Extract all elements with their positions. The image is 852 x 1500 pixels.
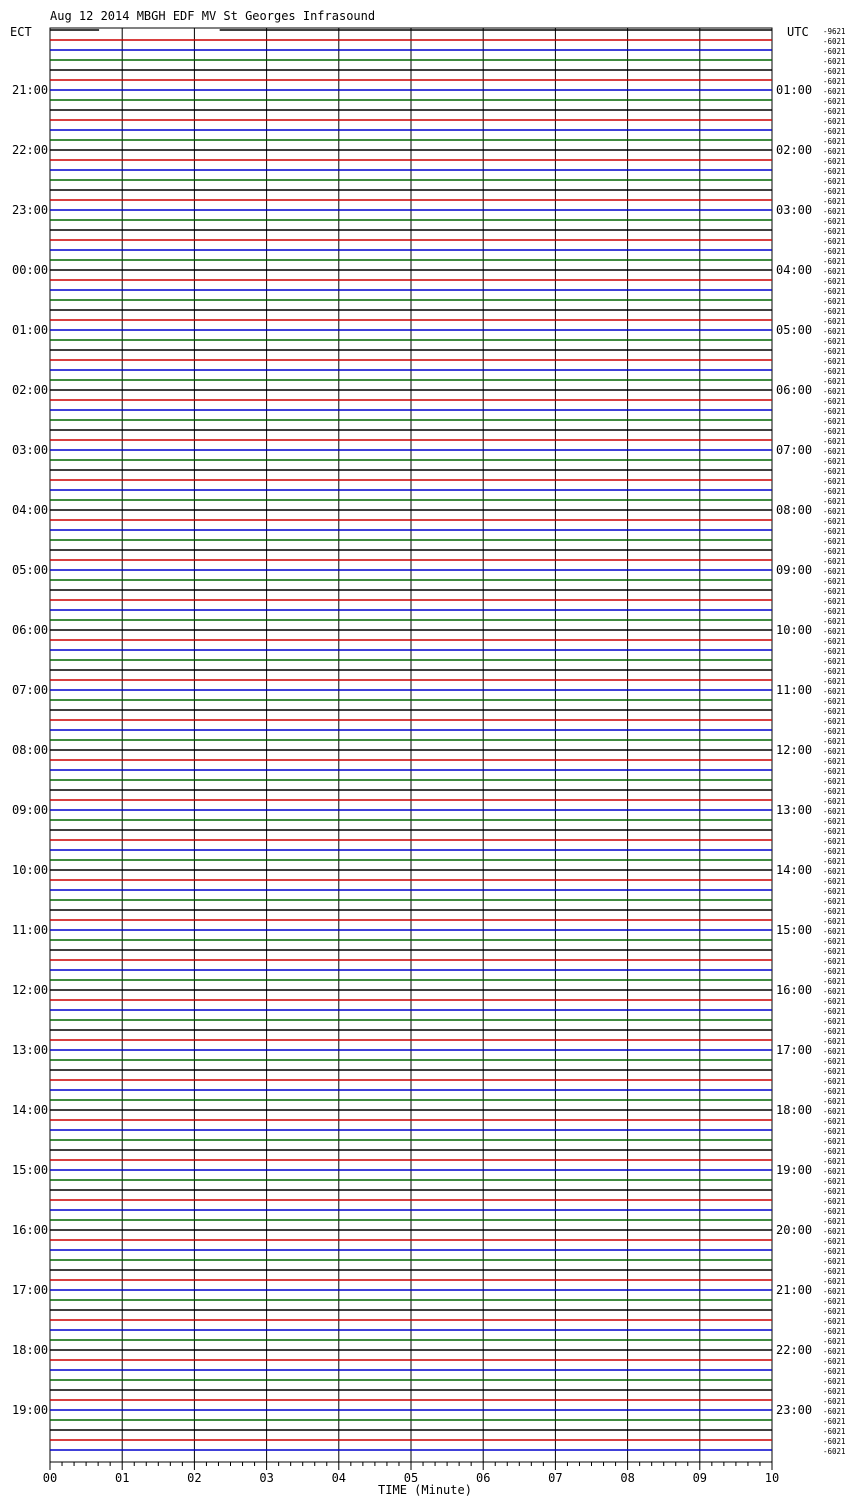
scale-label: -6021	[823, 327, 846, 336]
scale-label: -6021	[823, 397, 846, 406]
scale-label: -6021	[823, 977, 846, 986]
scale-label: -6021	[823, 417, 846, 426]
left-hour-label: 01:00	[12, 323, 49, 337]
scale-label: -6021	[823, 1257, 846, 1266]
scale-label: -6021	[823, 597, 846, 606]
scale-label: -6021	[823, 637, 846, 646]
scale-label: -6021	[823, 807, 846, 816]
scale-label: -6021	[823, 1027, 846, 1036]
scale-label: -6021	[823, 77, 846, 86]
scale-label: -6021	[823, 1097, 846, 1106]
scale-label: -6021	[823, 527, 846, 536]
scale-label: -6021	[823, 1337, 846, 1346]
scale-label: -6021	[823, 537, 846, 546]
left-hour-label: 02:00	[12, 383, 49, 397]
scale-label: -6021	[823, 617, 846, 626]
scale-label: -6021	[823, 1117, 846, 1126]
scale-label: -6021	[823, 1207, 846, 1216]
right-hour-label: 01:00	[776, 83, 813, 97]
left-hour-label: 14:00	[12, 1103, 49, 1117]
scale-label: -6021	[823, 1077, 846, 1086]
right-hour-labels	[776, 83, 812, 1417]
scale-label: -6021	[823, 1167, 846, 1176]
scale-label: -6021	[823, 1297, 846, 1306]
right-hour-label: 10:00	[776, 623, 813, 637]
scale-label: -6021	[823, 197, 846, 206]
right-hour-label: 02:00	[776, 143, 813, 157]
grid-lines	[50, 28, 772, 1462]
scale-label: -6021	[823, 957, 846, 966]
scale-label: -6021	[823, 1317, 846, 1326]
x-tick-label: 03	[259, 1471, 274, 1485]
scale-label: -6021	[823, 107, 846, 116]
scale-label: -6021	[823, 627, 846, 636]
left-hour-label: 23:00	[12, 203, 49, 217]
scale-label: -6021	[823, 457, 846, 466]
scale-label: -6021	[823, 607, 846, 616]
scale-label: -6021	[823, 407, 846, 416]
scale-label: -6021	[823, 367, 846, 376]
left-timezone-label: ECT	[10, 25, 32, 39]
right-hour-label: 04:00	[776, 263, 813, 277]
scale-label: -6021	[823, 1147, 846, 1156]
scale-label: -6021	[823, 237, 846, 246]
x-tick-label: 02	[187, 1471, 202, 1485]
scale-label: -6021	[823, 647, 846, 656]
x-axis	[43, 1462, 779, 1485]
x-tick-label: 10	[764, 1471, 780, 1485]
right-hour-label: 21:00	[776, 1283, 813, 1297]
x-tick-label: 04	[331, 1471, 347, 1485]
scale-label: -6021	[823, 727, 846, 736]
scale-label: -6021	[823, 777, 846, 786]
right-hour-label: 06:00	[776, 383, 813, 397]
left-hour-label: 04:00	[12, 503, 49, 517]
scale-label: -6021	[823, 717, 846, 726]
scale-label: -6021	[823, 147, 846, 156]
scale-label: -6021	[823, 1377, 846, 1386]
scale-label: -6021	[823, 1067, 846, 1076]
scale-label: -6021	[823, 67, 846, 76]
right-scale-labels	[823, 27, 846, 1456]
scale-label: -6021	[823, 1267, 846, 1276]
scale-label: -6021	[823, 297, 846, 306]
scale-label: -6021	[823, 517, 846, 526]
x-axis-title: TIME (Minute)	[378, 1483, 472, 1497]
scale-label: -6021	[823, 897, 846, 906]
scale-label: -6021	[823, 447, 846, 456]
scale-label: -6021	[823, 117, 846, 126]
left-hour-label: 21:00	[12, 83, 49, 97]
scale-label: -6021	[823, 677, 846, 686]
right-hour-label: 12:00	[776, 743, 813, 757]
scale-label: -6021	[823, 87, 846, 96]
scale-label: -6021	[823, 817, 846, 826]
x-tick-label: 05	[403, 1471, 419, 1485]
right-hour-label: 11:00	[776, 683, 813, 697]
scale-label: -6021	[823, 347, 846, 356]
scale-label: -6021	[823, 1197, 846, 1206]
scale-label: -6021	[823, 767, 846, 776]
right-hour-label: 16:00	[776, 983, 813, 997]
scale-label: -6021	[823, 577, 846, 586]
right-hour-label: 07:00	[776, 443, 813, 457]
scale-label: -6021	[823, 697, 846, 706]
left-hour-label: 17:00	[12, 1283, 49, 1297]
left-hour-label: 08:00	[12, 743, 49, 757]
x-tick-label: 07	[548, 1471, 563, 1485]
scale-label: -6021	[823, 1367, 846, 1376]
right-hour-label: 23:00	[776, 1403, 813, 1417]
scale-label: -6021	[823, 187, 846, 196]
left-hour-label: 16:00	[12, 1223, 49, 1237]
scale-label: -6021	[823, 137, 846, 146]
scale-label: -6021	[823, 657, 846, 666]
scale-label: -6021	[823, 57, 846, 66]
right-hour-label: 17:00	[776, 1043, 813, 1057]
scale-label: -6021	[823, 387, 846, 396]
scale-label: -6021	[823, 997, 846, 1006]
scale-label: -6021	[823, 227, 846, 236]
scale-label: -6021	[823, 797, 846, 806]
scale-label: -6021	[823, 837, 846, 846]
scale-label: -6021	[823, 547, 846, 556]
scale-label: -6021	[823, 867, 846, 876]
scale-label: -6021	[823, 917, 846, 926]
left-hour-label: 10:00	[12, 863, 49, 877]
right-hour-label: 13:00	[776, 803, 813, 817]
scale-label: -6021	[823, 437, 846, 446]
scale-label: -6021	[823, 1087, 846, 1096]
left-hour-label: 15:00	[12, 1163, 49, 1177]
right-hour-label: 19:00	[776, 1163, 813, 1177]
x-tick-label: 08	[620, 1471, 635, 1485]
scale-label: -6021	[823, 857, 846, 866]
scale-label: -6021	[823, 507, 846, 516]
scale-label: -6021	[823, 427, 846, 436]
x-tick-label: 09	[692, 1471, 708, 1485]
left-hour-label: 05:00	[12, 563, 49, 577]
right-hour-label: 20:00	[776, 1223, 813, 1237]
scale-label: -6021	[823, 557, 846, 566]
right-hour-label: 08:00	[776, 503, 813, 517]
scale-label: -6021	[823, 707, 846, 716]
scale-label: -6021	[823, 1387, 846, 1396]
left-hour-label: 07:00	[12, 683, 49, 697]
scale-label: -6021	[823, 1287, 846, 1296]
scale-label: -6021	[823, 1327, 846, 1336]
scale-label: -6021	[823, 377, 846, 386]
left-hour-label: 13:00	[12, 1043, 49, 1057]
scale-label: -6021	[823, 887, 846, 896]
right-hour-label: 03:00	[776, 203, 813, 217]
scale-label: -6021	[823, 177, 846, 186]
scale-label: -6021	[823, 847, 846, 856]
scale-label: -6021	[823, 1277, 846, 1286]
scale-label: -6021	[823, 307, 846, 316]
scale-label: -6021	[823, 217, 846, 226]
chart-title: Aug 12 2014 MBGH EDF MV St Georges Infrasound	[50, 9, 376, 23]
right-hour-label: 22:00	[776, 1343, 813, 1357]
scale-label: -6021	[823, 287, 846, 296]
scale-label: -6021	[823, 567, 846, 576]
scale-label: -6021	[823, 1127, 846, 1136]
scale-label: -6021	[823, 487, 846, 496]
scale-label: -6021	[823, 877, 846, 886]
scale-label: -6021	[823, 1017, 846, 1026]
scale-label: -6021	[823, 37, 846, 46]
right-hour-label: 09:00	[776, 563, 813, 577]
scale-label: -6021	[823, 1397, 846, 1406]
scale-label: -6021	[823, 667, 846, 676]
scale-label: -6021	[823, 337, 846, 346]
right-timezone-label: UTC	[787, 25, 809, 39]
scale-label: -6021	[823, 1187, 846, 1196]
scale-label: -6021	[823, 1227, 846, 1236]
left-hour-label: 09:00	[12, 803, 49, 817]
scale-label: -6021	[823, 1237, 846, 1246]
x-tick-label: 01	[114, 1471, 130, 1485]
right-hour-label: 15:00	[776, 923, 813, 937]
left-hour-label: 19:00	[12, 1403, 49, 1417]
scale-label: -6021	[823, 357, 846, 366]
scale-label: -6021	[823, 1447, 846, 1456]
scale-label: -6021	[823, 1177, 846, 1186]
scale-label: -6021	[823, 477, 846, 486]
scale-label: -6021	[823, 247, 846, 256]
scale-label: -6021	[823, 1057, 846, 1066]
scale-label: -6021	[823, 1347, 846, 1356]
scale-label: -6021	[823, 207, 846, 216]
scale-label: -6021	[823, 947, 846, 956]
right-hour-label: 14:00	[776, 863, 813, 877]
scale-label: -6021	[823, 1247, 846, 1256]
scale-label: -6021	[823, 987, 846, 996]
scale-label: -6021	[823, 317, 846, 326]
scale-label: -6021	[823, 1047, 846, 1056]
scale-label: -6021	[823, 1107, 846, 1116]
scale-label: -6021	[823, 787, 846, 796]
scale-label: -6021	[823, 1307, 846, 1316]
scale-label: -6021	[823, 937, 846, 946]
scale-label: -6021	[823, 1007, 846, 1016]
scale-label: -6021	[823, 737, 846, 746]
x-tick-label: 06	[475, 1471, 491, 1485]
scale-label: -6021	[823, 587, 846, 596]
scale-label: -9621	[823, 27, 846, 36]
scale-label: -6021	[823, 1357, 846, 1366]
scale-label: -6021	[823, 1437, 846, 1446]
scale-label: -6021	[823, 747, 846, 756]
left-hour-label: 06:00	[12, 623, 49, 637]
scale-label: -6021	[823, 1407, 846, 1416]
scale-label: -6021	[823, 1427, 846, 1436]
scale-label: -6021	[823, 467, 846, 476]
left-hour-label: 12:00	[12, 983, 49, 997]
scale-label: -6021	[823, 907, 846, 916]
scale-label: -6021	[823, 1417, 846, 1426]
left-hour-label: 11:00	[12, 923, 49, 937]
right-hour-label: 18:00	[776, 1103, 813, 1117]
scale-label: -6021	[823, 497, 846, 506]
scale-label: -6021	[823, 927, 846, 936]
left-hour-label: 22:00	[12, 143, 49, 157]
scale-label: -6021	[823, 267, 846, 276]
left-hour-label: 18:00	[12, 1343, 49, 1357]
left-hour-label: 00:00	[12, 263, 49, 277]
scale-label: -6021	[823, 157, 846, 166]
scale-label: -6021	[823, 127, 846, 136]
scale-label: -6021	[823, 1217, 846, 1226]
scale-label: -6021	[823, 687, 846, 696]
left-hour-labels	[12, 83, 48, 1417]
scale-label: -6021	[823, 257, 846, 266]
scale-label: -6021	[823, 1137, 846, 1146]
scale-label: -6021	[823, 1037, 846, 1046]
scale-label: -6021	[823, 757, 846, 766]
left-hour-label: 03:00	[12, 443, 49, 457]
scale-label: -6021	[823, 1157, 846, 1166]
scale-label: -6021	[823, 827, 846, 836]
x-tick-label: 00	[42, 1471, 58, 1485]
scale-label: -6021	[823, 167, 846, 176]
scale-label: -6021	[823, 277, 846, 286]
scale-label: -6021	[823, 967, 846, 976]
scale-label: -6021	[823, 97, 846, 106]
scale-label: -6021	[823, 47, 846, 56]
right-hour-label: 05:00	[776, 323, 813, 337]
